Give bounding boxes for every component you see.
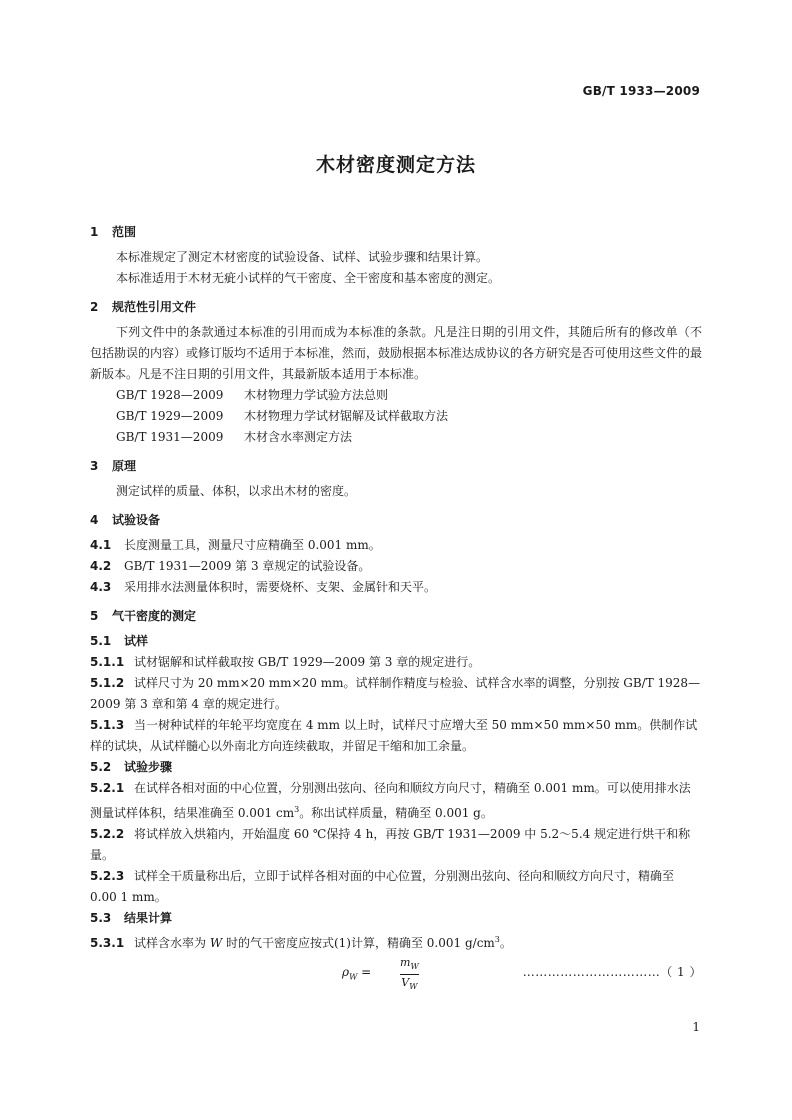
- reference-name: 木材含水率测定方法: [244, 430, 353, 444]
- lhs-subscript: W: [349, 972, 358, 982]
- clause-text: 试样全干质量称出后，立即于试样各相对面的中心位置，分别测出弦向、径向和顺纹方向尺寸，精确至 0.00 1 mm。: [90, 869, 675, 904]
- clause-item: [90, 824, 702, 866]
- clause-text: 试样尺寸为 20 mm×20 mm×20 mm。试样制作精度与检验、试样含水率的调整，分别按 GB/T 1928—2009 第 3 章和第 4 章的规定进行。: [90, 676, 701, 711]
- clause-text: 长度测量工具，测量尺寸应精确至 0.001 mm。: [124, 538, 381, 552]
- section-title: 规范性引用文件: [112, 300, 197, 314]
- clause-text-end: 。: [499, 936, 512, 950]
- clause-text: 在试样各相对面的中心位置，分别测出弦向、径向和顺纹方向尺寸，精确至 0.001 mm。可以使用排水法测量试样体积，结果准确至 0.001 cm: [90, 781, 691, 820]
- section-number: 1: [90, 225, 99, 239]
- equation-number: ……………………………（ 1 ）: [522, 965, 702, 979]
- numerator-sub: W: [410, 962, 419, 972]
- clause-text: 采用排水法测量体积时，需要烧杯、支架、金属针和天平。: [124, 580, 437, 594]
- subsection-title: 结果计算: [124, 911, 173, 925]
- clause-item: [90, 778, 702, 824]
- equals-sign: =: [357, 965, 372, 979]
- section-heading-3: [90, 456, 702, 477]
- section-number: 2: [90, 300, 99, 314]
- formula-lhs: [342, 962, 371, 987]
- reference-item: [90, 427, 702, 448]
- paragraph: 测定试样的质量、体积，以求出木材的密度。: [116, 484, 357, 498]
- clause-number: 5.1.3: [90, 718, 125, 732]
- section-heading-1: [90, 222, 702, 243]
- section-number: 3: [90, 459, 99, 473]
- denominator-var: V: [401, 976, 410, 990]
- standard-code: GB/T 1933—2009: [582, 84, 700, 98]
- clause-number: 5.1.1: [90, 655, 125, 669]
- document-body: [90, 214, 702, 990]
- reference-code: GB/T 1928—2009: [116, 388, 224, 402]
- subsection-heading: [90, 757, 702, 778]
- formula-1: [90, 956, 702, 990]
- denominator-sub: W: [409, 982, 418, 992]
- reference-code: GB/T 1931—2009: [116, 430, 224, 444]
- section-title: 原理: [112, 459, 137, 473]
- reference-item: [90, 385, 702, 406]
- clause-text-cont: 时的气干密度应按式(1)计算，精确至 0.001 g/cm: [222, 936, 495, 950]
- section-title: 范围: [112, 225, 137, 239]
- clause-text: 当一树种试样的年轮平均宽度在 4 mm 以上时，试样尺寸应增大至 50 mm×50 mm×50 mm。供制作试样的试块，从试样髓心以外南北方向连续截取，并留足干缩和加工余量。: [90, 718, 698, 753]
- subsection-heading: [90, 908, 702, 929]
- paragraph: 下列文件中的条款通过本标准的引用而成为本标准的条款。凡是注日期的引用文件，其随后所有的修改单（不包括勘误的内容）或修订版均不适用于本标准，然而，鼓励根据本标准达成协议的各方研究是否可使用这些文件的最新版本。凡是不注日期的引用文件，其最新版本适用于本标准。: [90, 325, 703, 381]
- numerator-var: m: [400, 956, 411, 969]
- paragraph: 本标准适用于木材无疵小试样的气干密度、全干密度和基本密度的测定。: [116, 271, 501, 285]
- section-heading-2: [90, 297, 702, 318]
- reference-item: [90, 406, 702, 427]
- clause-number: 5.1.2: [90, 676, 125, 690]
- document-title: 木材密度测定方法: [315, 154, 476, 176]
- rho-symbol: ρ: [342, 965, 350, 979]
- clause-number: 5.2.1: [90, 781, 125, 795]
- clause-number: 4.1: [90, 538, 112, 552]
- subsection-number: 5.2: [90, 760, 112, 774]
- formula-fraction: [400, 956, 419, 993]
- subsection-title: 试样: [124, 634, 149, 648]
- numerator: [400, 956, 419, 973]
- clause-item: [90, 715, 702, 757]
- clause-item: [90, 673, 702, 715]
- subsection-title: 试验步骤: [124, 760, 173, 774]
- section-heading-5: [90, 606, 702, 627]
- clause-item: [90, 577, 702, 598]
- superscript: 3: [494, 935, 500, 944]
- section-heading-4: [90, 510, 702, 531]
- reference-name: 木材物理力学试验方法总则: [244, 388, 389, 402]
- clause-item: [90, 929, 702, 954]
- paragraph: 本标准规定了测定木材密度的试验设备、试样、试验步骤和结果计算。: [116, 250, 489, 264]
- denominator: [400, 976, 419, 993]
- page-number: 1: [692, 1020, 700, 1034]
- subsection-heading: [90, 631, 702, 652]
- clause-number: 4.2: [90, 559, 112, 573]
- clause-text: GB/T 1931—2009 第 3 章规定的试验设备。: [124, 559, 371, 573]
- reference-code: GB/T 1929—2009: [116, 409, 224, 423]
- subsection-number: 5.3: [90, 911, 112, 925]
- clause-item: [90, 866, 702, 908]
- clause-number: 4.3: [90, 580, 112, 594]
- clause-item: [90, 535, 702, 556]
- reference-name: 木材物理力学试材锯解及试样截取方法: [244, 409, 449, 423]
- superscript: 3: [294, 805, 300, 814]
- subsection-number: 5.1: [90, 634, 112, 648]
- section-title: 气干密度的测定: [112, 609, 197, 623]
- section-number: 4: [90, 513, 99, 527]
- clause-item: [90, 556, 702, 577]
- section-number: 5: [90, 609, 99, 623]
- clause-text: 试样含水率为: [134, 936, 210, 950]
- fraction-bar: [400, 974, 419, 975]
- clause-item: [90, 652, 702, 673]
- clause-text: 试材锯解和试样截取按 GB/T 1929—2009 第 3 章的规定进行。: [134, 655, 481, 669]
- clause-number: 5.3.1: [90, 936, 125, 950]
- clause-text-cont: 。称出试样质量，精确至 0.001 g。: [299, 806, 493, 820]
- clause-text: 将试样放入烘箱内，开始温度 60 ℃保持 4 h，再按 GB/T 1931—2009 中 5.2～5.4 规定进行烘干和称量。: [90, 827, 691, 862]
- section-title: 试验设备: [112, 513, 161, 527]
- clause-number: 5.2.3: [90, 869, 125, 883]
- variable: W: [209, 936, 223, 950]
- clause-number: 5.2.2: [90, 827, 125, 841]
